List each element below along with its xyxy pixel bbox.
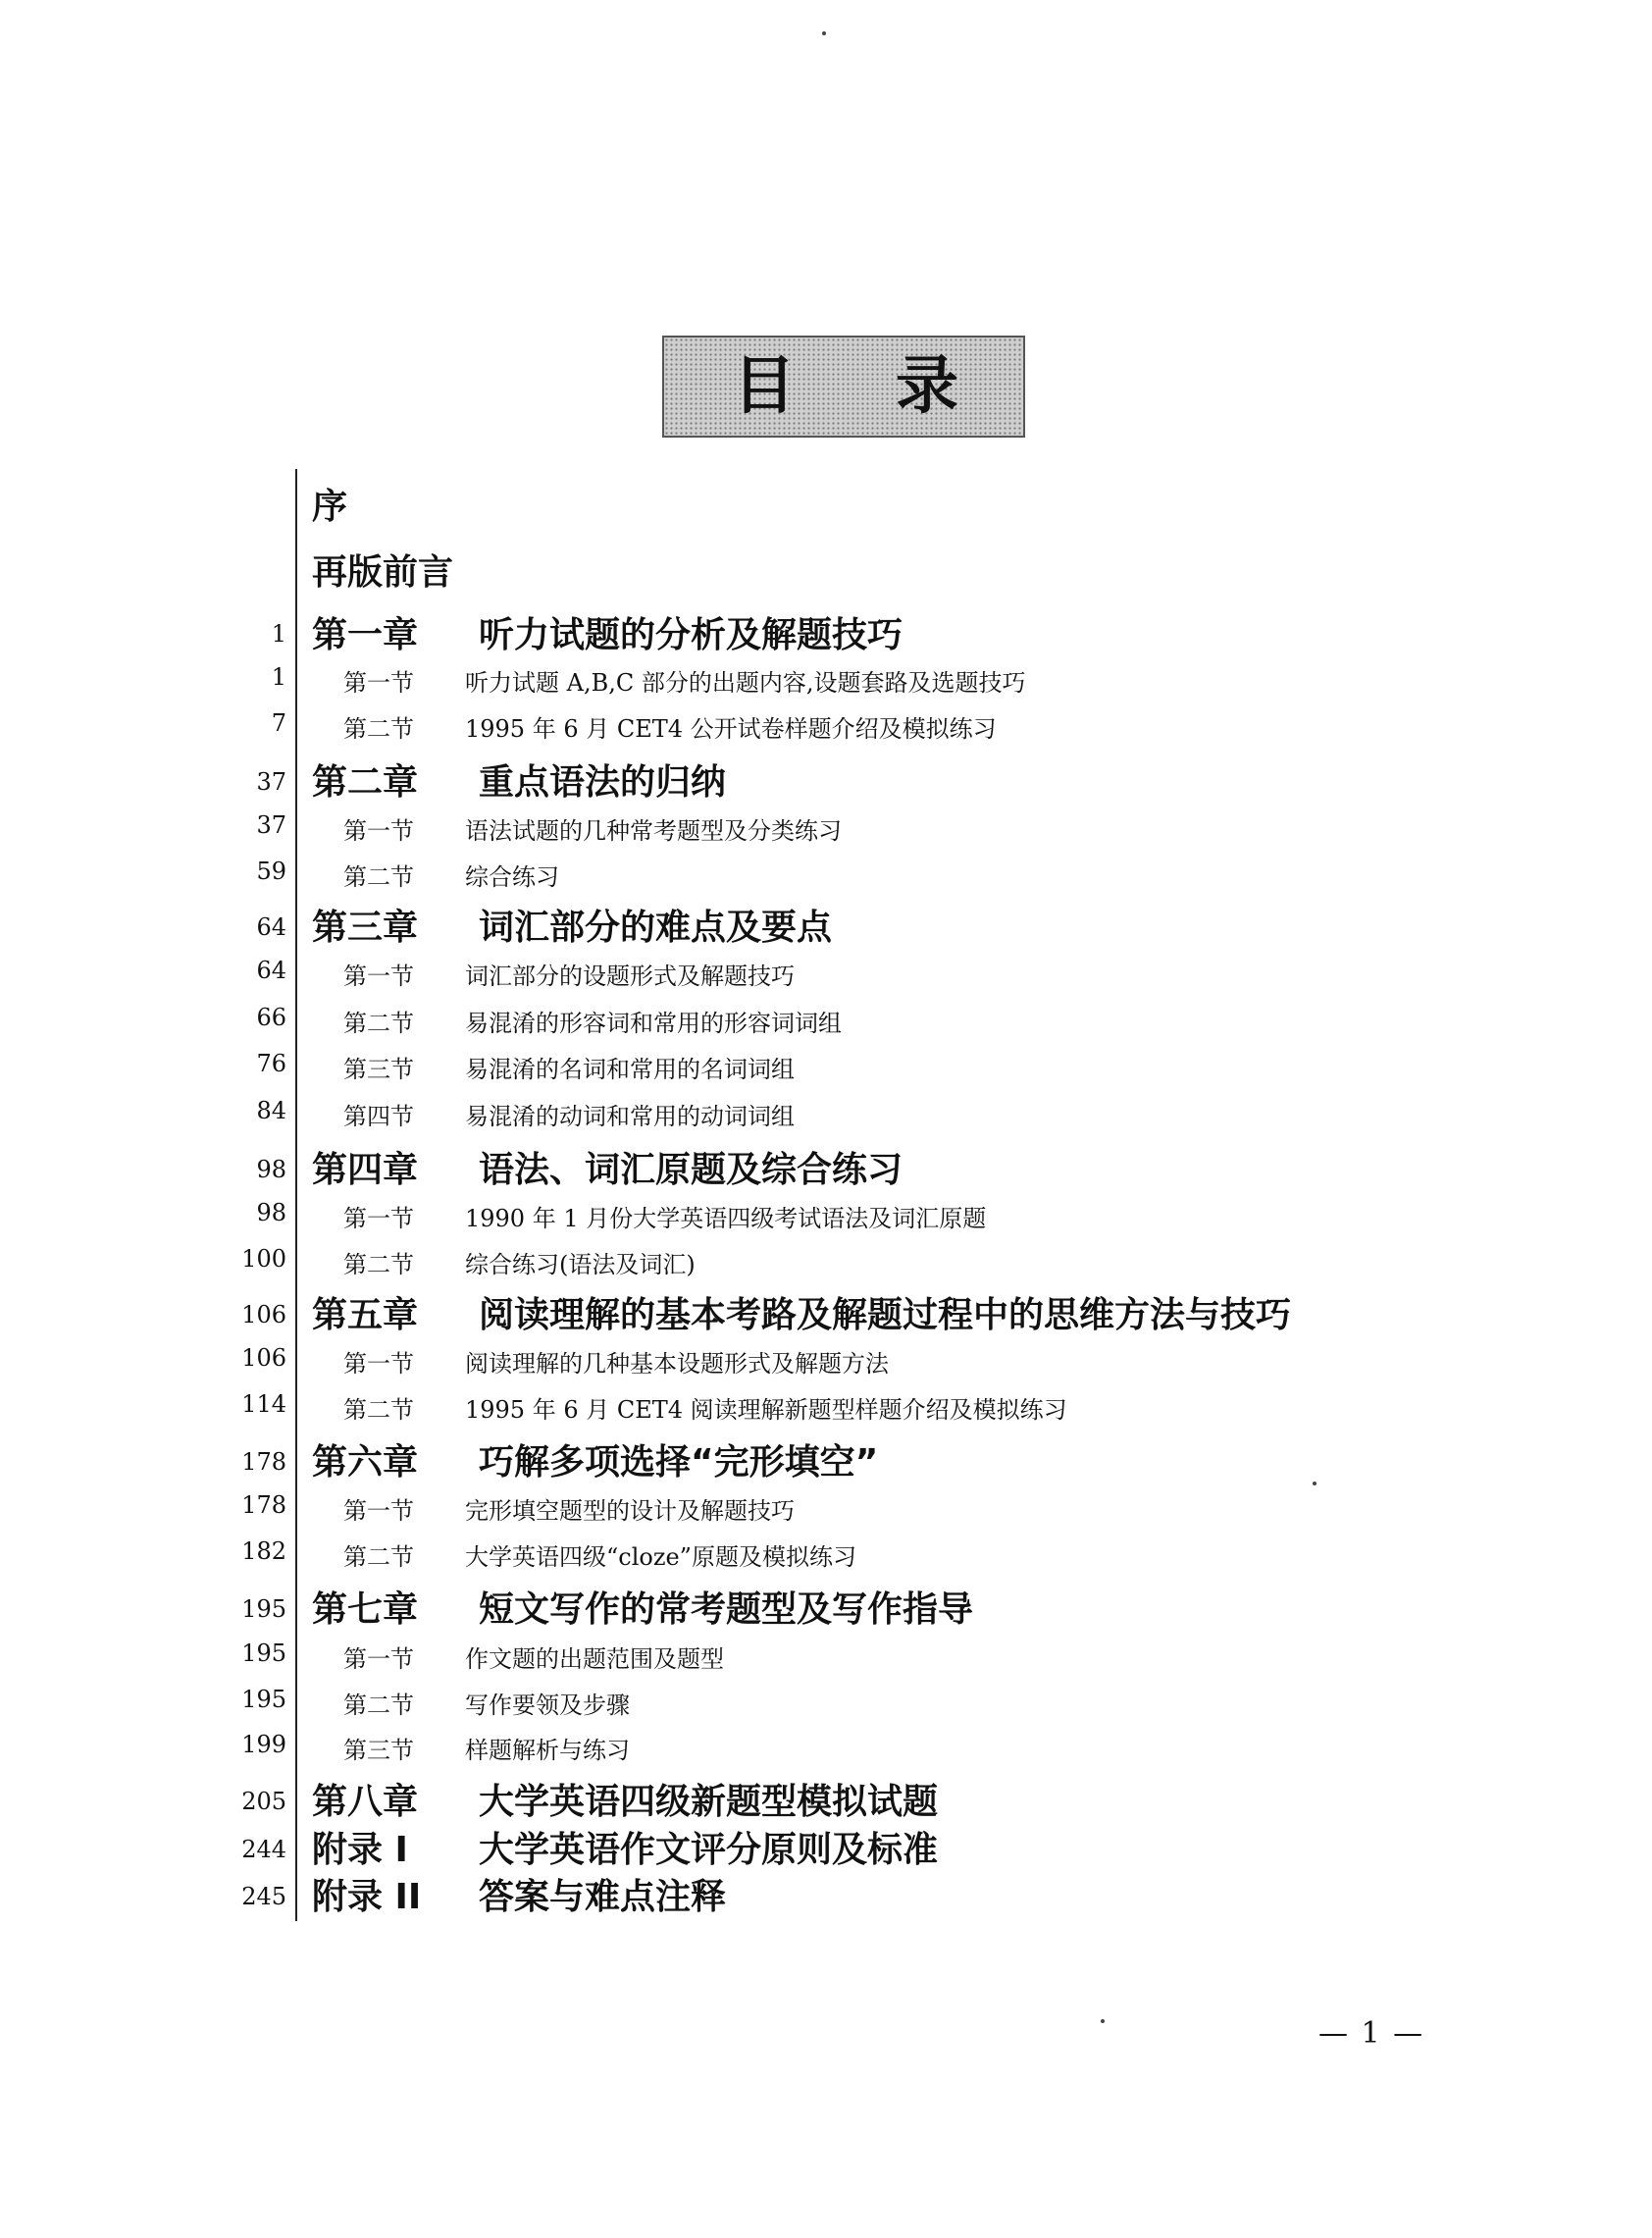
toc-section: 第一节 作文题的出题范围及题型 bbox=[343, 1645, 724, 1673]
toc-page-number: 106 bbox=[241, 1344, 286, 1372]
toc-page-number: 182 bbox=[241, 1537, 286, 1565]
toc-section: 第一节 1990 年 1 月份大学英语四级考试语法及词汇原题 bbox=[343, 1205, 987, 1232]
scan-speck bbox=[822, 31, 826, 35]
toc-page-number: 195 bbox=[241, 1639, 286, 1667]
toc-section: 第一节 完形填空题型的设计及解题技巧 bbox=[343, 1497, 795, 1525]
page-number-divider bbox=[295, 469, 297, 1921]
toc-chapter: 第八章 大学英语四级新题型模拟试题 bbox=[312, 1782, 939, 1822]
toc-page-number: 98 bbox=[256, 1199, 286, 1226]
toc-chapter: 第三章 词汇部分的难点及要点 bbox=[312, 908, 833, 948]
scan-speck bbox=[1313, 1482, 1316, 1485]
toc-title-box bbox=[662, 336, 1025, 438]
toc-section: 第二节 1995 年 6 月 CET4 阅读理解新题型样题介绍及模拟练习 bbox=[343, 1396, 1067, 1424]
toc-page-number: 1 bbox=[271, 620, 286, 648]
toc-title-char-2: 录 bbox=[896, 350, 958, 423]
toc-page-number: 205 bbox=[241, 1788, 286, 1815]
toc-section: 第一节 语法试题的几种常考题型及分类练习 bbox=[343, 817, 842, 845]
toc-chapter: 第一章 听力试题的分析及解题技巧 bbox=[312, 615, 903, 655]
toc-page-number: 106 bbox=[241, 1301, 286, 1328]
toc-page-number: 195 bbox=[241, 1686, 286, 1713]
toc-section: 第一节 词汇部分的设题形式及解题技巧 bbox=[343, 963, 795, 990]
toc-chapter: 第七章 短文写作的常考题型及写作指导 bbox=[312, 1589, 974, 1630]
toc-page-number: 37 bbox=[256, 811, 286, 839]
toc-section: 第二节 写作要领及步骤 bbox=[343, 1692, 630, 1719]
toc-page-number: 64 bbox=[256, 957, 286, 984]
toc-section: 第三节 易混淆的名词和常用的名词词组 bbox=[343, 1056, 795, 1083]
toc-page-number: 84 bbox=[256, 1097, 286, 1124]
toc-section: 第一节 阅读理解的几种基本设题形式及解题方法 bbox=[343, 1350, 889, 1378]
toc-page-number: 98 bbox=[256, 1156, 286, 1183]
toc-section: 第二节 易混淆的形容词和常用的形容词词组 bbox=[343, 1010, 842, 1037]
toc-page-number: 66 bbox=[256, 1004, 286, 1031]
toc-chapter: 第二章 重点语法的归纳 bbox=[312, 762, 727, 803]
toc-page-number: 64 bbox=[256, 913, 286, 941]
toc-section: 第三节 样题解析与练习 bbox=[343, 1737, 630, 1764]
toc-page-number: 37 bbox=[256, 768, 286, 796]
toc-section: 第二节 综合练习 bbox=[343, 863, 559, 891]
toc-page-number: 59 bbox=[256, 858, 286, 885]
page-number-footer: — 1 — bbox=[1318, 2016, 1425, 2051]
toc-page-number: 245 bbox=[241, 1883, 286, 1910]
toc-page-number: 195 bbox=[241, 1595, 286, 1623]
toc-appendix: 附录 II 答案与难点注释 bbox=[312, 1877, 727, 1917]
toc-page-number: 7 bbox=[271, 709, 286, 737]
toc-chapter: 第六章 巧解多项选择“完形填空” bbox=[312, 1442, 879, 1483]
toc-appendix: 附录 I 大学英语作文评分原则及标准 bbox=[312, 1830, 939, 1870]
toc-section: 第四节 易混淆的动词和常用的动词词组 bbox=[343, 1103, 795, 1130]
toc-section: 第二节 综合练习(语法及词汇) bbox=[343, 1251, 696, 1278]
toc-page-number: 244 bbox=[241, 1836, 286, 1863]
toc-section: 第一节 听力试题 A,B,C 部分的出题内容,设题套路及选题技巧 bbox=[343, 669, 1026, 697]
toc-page-number: 1 bbox=[271, 663, 286, 691]
toc-page-number: 199 bbox=[241, 1731, 286, 1758]
toc-page-number: 100 bbox=[241, 1245, 286, 1273]
toc-page-number: 178 bbox=[241, 1491, 286, 1519]
toc-chapter: 第五章 阅读理解的基本考路及解题过程中的思维方法与技巧 bbox=[312, 1295, 1292, 1335]
toc-page-number: 114 bbox=[241, 1390, 286, 1418]
toc-section: 第二节 大学英语四级“cloze”原题及模拟练习 bbox=[343, 1543, 856, 1571]
toc-page-number: 178 bbox=[241, 1448, 286, 1476]
scan-speck bbox=[1101, 2019, 1105, 2023]
toc-foreword: 再版前言 bbox=[312, 552, 454, 593]
toc-page-number: 76 bbox=[256, 1050, 286, 1077]
toc-preface: 序 bbox=[312, 487, 348, 527]
toc-title-char-1: 目 bbox=[733, 350, 796, 423]
toc-chapter: 第四章 语法、词汇原题及综合练习 bbox=[312, 1150, 903, 1190]
toc-section: 第二节 1995 年 6 月 CET4 公开试卷样题介绍及模拟练习 bbox=[343, 715, 997, 743]
